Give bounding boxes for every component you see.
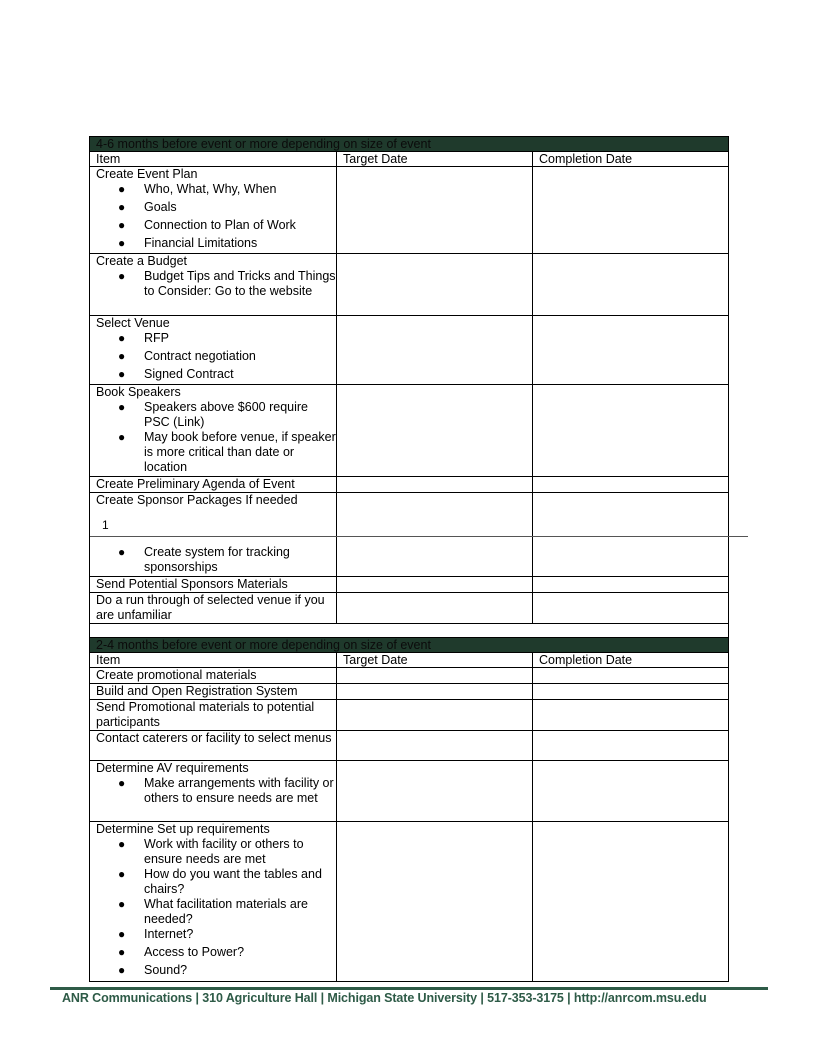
section-title: 4-6 months before event or more depending on size of event xyxy=(90,137,729,152)
spacer-cell xyxy=(90,624,729,638)
bullet-icon: ● xyxy=(118,367,126,381)
target-date-cell[interactable] xyxy=(337,577,533,593)
spacer-row xyxy=(90,624,729,638)
completion-date-cell[interactable] xyxy=(533,254,729,316)
bullet-icon: ● xyxy=(118,867,126,881)
table-row xyxy=(90,477,729,493)
bullet-icon: ● xyxy=(118,776,126,790)
target-date-cell[interactable] xyxy=(337,700,533,731)
column-header-target-date: Target Date xyxy=(337,653,533,668)
bullet-icon: ● xyxy=(118,545,126,559)
column-header-target-date: Target Date xyxy=(337,152,533,167)
target-date-cell[interactable] xyxy=(337,822,533,982)
bullet-icon: ● xyxy=(118,269,126,283)
table-row xyxy=(90,761,729,822)
bullet-icon: ● xyxy=(118,349,126,363)
item-title: Book Speakers xyxy=(96,385,181,399)
target-date-cell[interactable] xyxy=(337,668,533,684)
table-row xyxy=(90,668,729,684)
target-date-cell[interactable] xyxy=(337,731,533,761)
bullet-icon: ● xyxy=(118,236,126,250)
bullet-icon: ● xyxy=(118,963,126,977)
item-cell: Do a run through of selected venue if you are unfamiliar xyxy=(90,593,337,624)
target-date-cell[interactable] xyxy=(337,761,533,822)
table-row xyxy=(90,254,729,316)
item-cell: Create Sponsor Packages If needed xyxy=(90,493,337,537)
column-header-item: Item xyxy=(90,152,337,167)
section-header-row xyxy=(90,638,729,653)
table-row xyxy=(90,731,729,761)
footer-rule xyxy=(50,987,768,990)
table-row xyxy=(90,593,729,624)
completion-date-cell[interactable] xyxy=(533,477,729,493)
target-date-cell[interactable] xyxy=(337,493,533,537)
item-cell xyxy=(90,167,337,254)
list-item: ● May book before venue, if speaker is more critical than date or location xyxy=(118,430,336,474)
table-row xyxy=(90,700,729,731)
bullet-list xyxy=(96,837,336,978)
bullet-icon: ● xyxy=(118,945,126,959)
item-title: Determine AV requirements xyxy=(96,761,249,775)
list-item: ● How do you want the tables and chairs? xyxy=(118,867,322,896)
completion-date-cell[interactable] xyxy=(533,761,729,822)
target-date-cell[interactable] xyxy=(337,537,533,577)
list-item: ● Internet? xyxy=(118,927,194,941)
item-cell xyxy=(90,761,337,822)
completion-date-cell[interactable] xyxy=(533,822,729,982)
bullet-list xyxy=(96,182,336,251)
bullet-list xyxy=(96,545,336,575)
list-item: ● Sound? xyxy=(118,963,188,977)
item-title: Determine Set up requirements xyxy=(96,822,270,836)
target-date-cell[interactable] xyxy=(337,254,533,316)
completion-date-cell[interactable] xyxy=(533,731,729,761)
target-date-cell[interactable] xyxy=(337,593,533,624)
bullet-icon: ● xyxy=(118,897,126,911)
item-cell: Build and Open Registration System xyxy=(90,684,337,700)
bullet-icon: ● xyxy=(118,200,126,214)
target-date-cell[interactable] xyxy=(337,385,533,477)
list-item: ● Signed Contract xyxy=(118,367,234,381)
list-item: ● Work with facility or others to ensure needs are met xyxy=(118,837,304,866)
target-date-cell[interactable] xyxy=(337,316,533,385)
target-date-cell[interactable] xyxy=(337,167,533,254)
bullet-icon: ● xyxy=(118,182,126,196)
event-checklist-table xyxy=(89,136,729,982)
list-item: ● Financial Limitations xyxy=(118,236,258,250)
table-row xyxy=(90,577,729,593)
item-cell xyxy=(90,385,337,477)
item-cell: Create promotional materials xyxy=(90,668,337,684)
list-item: ● What facilitation materials are needed? xyxy=(118,897,308,926)
item-title: Create Event Plan xyxy=(96,167,198,181)
item-cell xyxy=(90,537,337,577)
table-row xyxy=(90,684,729,700)
item-cell xyxy=(90,822,337,982)
completion-date-cell[interactable] xyxy=(533,593,729,624)
completion-date-cell[interactable] xyxy=(533,316,729,385)
target-date-cell[interactable] xyxy=(337,684,533,700)
list-item: ● Budget Tips and Tricks and Things to Consider: Go to the website xyxy=(118,269,336,298)
table-row xyxy=(90,822,729,982)
item-title: Select Venue xyxy=(96,316,170,330)
completion-date-cell[interactable] xyxy=(533,577,729,593)
column-header-row xyxy=(90,152,729,167)
completion-date-cell[interactable] xyxy=(533,385,729,477)
bullet-icon: ● xyxy=(118,331,126,345)
item-cell: Send Promotional materials to potential participants xyxy=(90,700,337,731)
target-date-cell[interactable] xyxy=(337,477,533,493)
table-row xyxy=(90,167,729,254)
table-row xyxy=(90,316,729,385)
list-item: ● Make arrangements with facility or others to ensure needs are met xyxy=(118,776,334,805)
completion-date-cell[interactable] xyxy=(533,493,729,537)
item-cell: Send Potential Sponsors Materials xyxy=(90,577,337,593)
list-item: ● Contract negotiation xyxy=(118,349,256,363)
completion-date-cell[interactable] xyxy=(533,684,729,700)
bullet-icon: ● xyxy=(118,218,126,232)
column-header-item: Item xyxy=(90,653,337,668)
bullet-icon: ● xyxy=(118,837,126,851)
column-header-row xyxy=(90,653,729,668)
list-item: ● Who, What, Why, When xyxy=(118,182,277,196)
list-item: ● Connection to Plan of Work xyxy=(118,218,296,232)
table-row xyxy=(90,537,729,577)
item-cell: Create Preliminary Agenda of Event xyxy=(90,477,337,493)
list-item: ● Access to Power? xyxy=(118,945,245,959)
list-item: ● Speakers above $600 require PSC (Link) xyxy=(118,400,309,429)
footer-text: ANR Communications | 310 Agriculture Hall | Michigan State University | 517-353-3175 | http://anrcom.msu.edu xyxy=(62,991,707,1005)
item-title: Create a Budget xyxy=(96,254,188,268)
column-header-completion-date: Completion Date xyxy=(533,653,729,668)
page-break-line xyxy=(90,536,748,537)
completion-date-cell[interactable] xyxy=(533,668,729,684)
list-item: ● RFP xyxy=(118,331,169,345)
section-title: 2-4 months before event or more depending on size of event xyxy=(90,638,729,653)
item-cell: Contact caterers or facility to select menus xyxy=(90,731,337,761)
bullet-list xyxy=(96,776,336,806)
item-cell xyxy=(90,316,337,385)
bullet-icon: ● xyxy=(118,400,126,414)
list-item: ● Create system for tracking sponsorships xyxy=(118,545,290,574)
column-header-completion-date: Completion Date xyxy=(533,152,729,167)
bullet-icon: ● xyxy=(118,927,126,941)
table-row xyxy=(90,493,729,537)
list-item: ● Goals xyxy=(118,200,177,214)
table-row xyxy=(90,385,729,477)
page-number: 1 xyxy=(102,518,109,532)
bullet-icon: ● xyxy=(118,430,126,444)
completion-date-cell[interactable] xyxy=(533,537,729,577)
section-header-row xyxy=(90,137,729,152)
completion-date-cell[interactable] xyxy=(533,700,729,731)
bullet-list xyxy=(96,331,336,382)
bullet-list xyxy=(96,269,336,299)
completion-date-cell[interactable] xyxy=(533,167,729,254)
item-cell xyxy=(90,254,337,316)
bullet-list xyxy=(96,400,336,475)
